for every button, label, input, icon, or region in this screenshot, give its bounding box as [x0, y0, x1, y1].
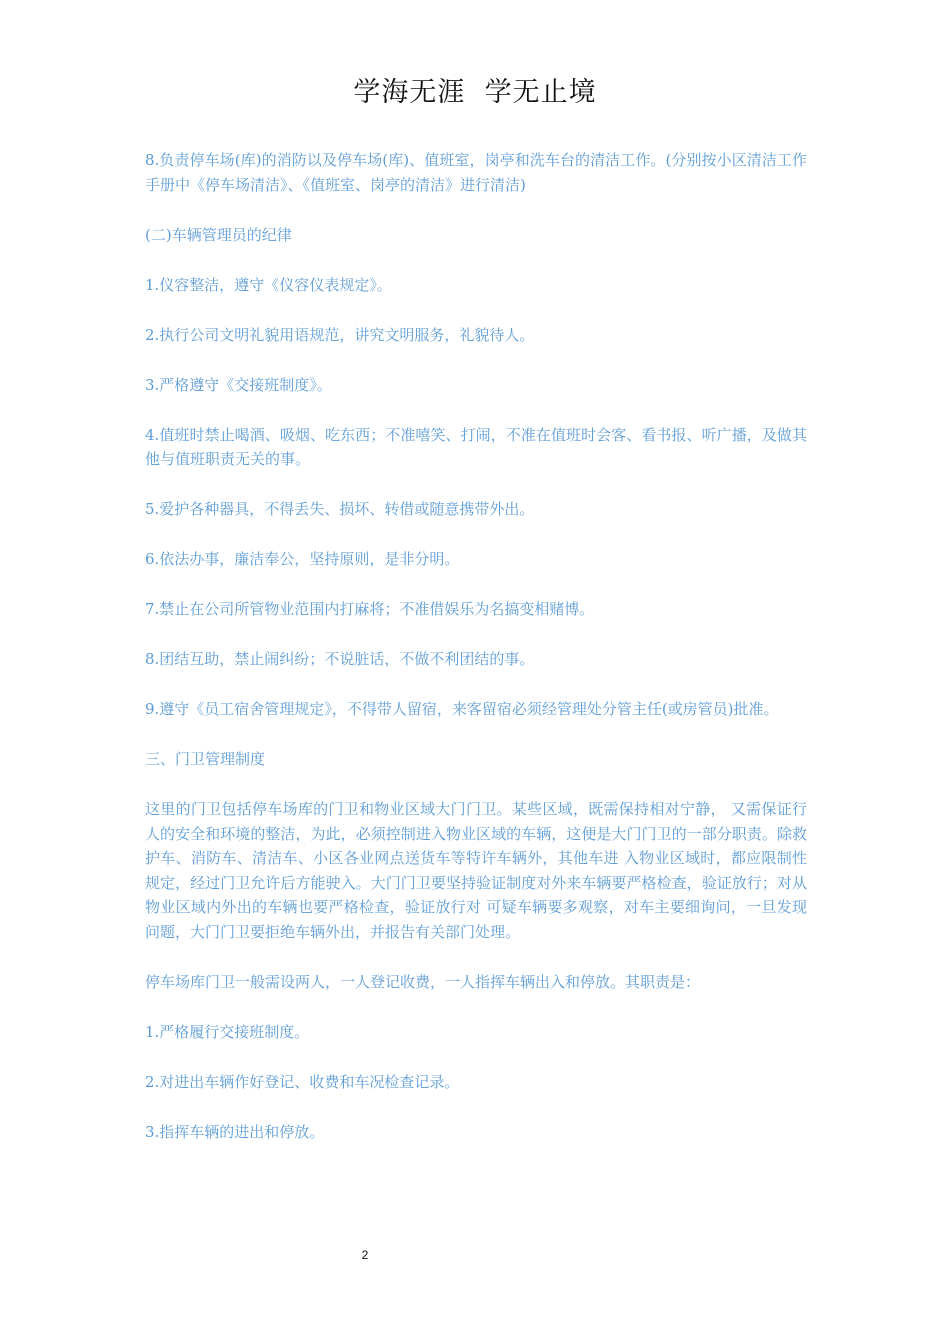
- list-item: 4.值班时禁止喝酒、吸烟、吃东西；不准嘻笑、打闹，不准在值班时会客、看书报、听广播，及做其他与值班职责无关的事。: [145, 425, 807, 468]
- page-number: 2: [361, 1248, 369, 1262]
- list-item: 6.依法办事，廉洁奉公，坚持原则，是非分明。: [145, 550, 460, 568]
- section-heading-discipline: (二)车辆管理员的纪律: [145, 225, 292, 244]
- body-paragraph: 停车场库门卫一般需设两人，一人登记收费，一人指挥车辆出入和停放。其职责是：: [145, 972, 701, 991]
- page-header: 学海无涯 学无止境: [353, 77, 597, 108]
- list-item: 2.对进出车辆作好登记、收费和车况检查记录。: [145, 1072, 460, 1091]
- list-item: 3.严格遵守《交接班制度》。: [145, 375, 332, 394]
- list-item: 9.遵守《员工宿舍管理规定》，不得带人留宿，来客留宿必须经管理处分管主任(或房管员)批准。: [145, 700, 779, 718]
- paragraph-item-8-duty: 8.负责停车场(库)的消防以及停车场(库)、值班室，岗亭和洗车台的清洁工作。(分别按小区清洁工作手册中《停车场清洁》、《值班室、岗亭的清洁》进行清洁): [145, 151, 807, 194]
- list-item: 5.爱护各种器具，不得丢失、损坏、转借或随意携带外出。: [145, 500, 535, 518]
- section-heading-gatekeeping: 三、门卫管理制度: [145, 750, 266, 768]
- list-item: 7.禁止在公司所管物业范围内打麻将；不准借娱乐为名搞变相赌博。: [145, 600, 595, 618]
- list-item: 2.执行公司文明礼貌用语规范，讲究文明服务，礼貌待人。: [145, 325, 535, 344]
- list-item: 3.指挥车辆的进出和停放。: [145, 1122, 325, 1141]
- list-item: 8.团结互助，禁止闹纠纷；不说脏话，不做不利团结的事。: [145, 650, 535, 668]
- body-paragraph: 这里的门卫包括停车场库的门卫和物业区域大门门卫。某些区域，既需保持相对宁静， 又需保证行人的安全和环境的整洁，为此，必须控制进入物业区域的车辆，这便是大门门卫的一部分职责。除救护车、消防车、清洁车、小区各业网点送货车等特许车辆外，其他车进 入物业区域时，都应限制性规定，经过门卫允许后方能驶入。大门门卫要坚持验证制度对外来车辆要严格检查，验证放行；对从物业区域内外出的车辆也要严格检查，验证放行对 可疑车辆要多观察，对车主要细询问，一旦发现问题，大门门卫要拒绝车辆外出，并报告有关部门处理。: [145, 800, 807, 941]
- list-item: 1.严格履行交接班制度。: [145, 1022, 310, 1041]
- document-body: [145, 148, 807, 1170]
- list-item: 1.仪容整洁，遵守《仪容仪表规定》。: [145, 275, 392, 294]
